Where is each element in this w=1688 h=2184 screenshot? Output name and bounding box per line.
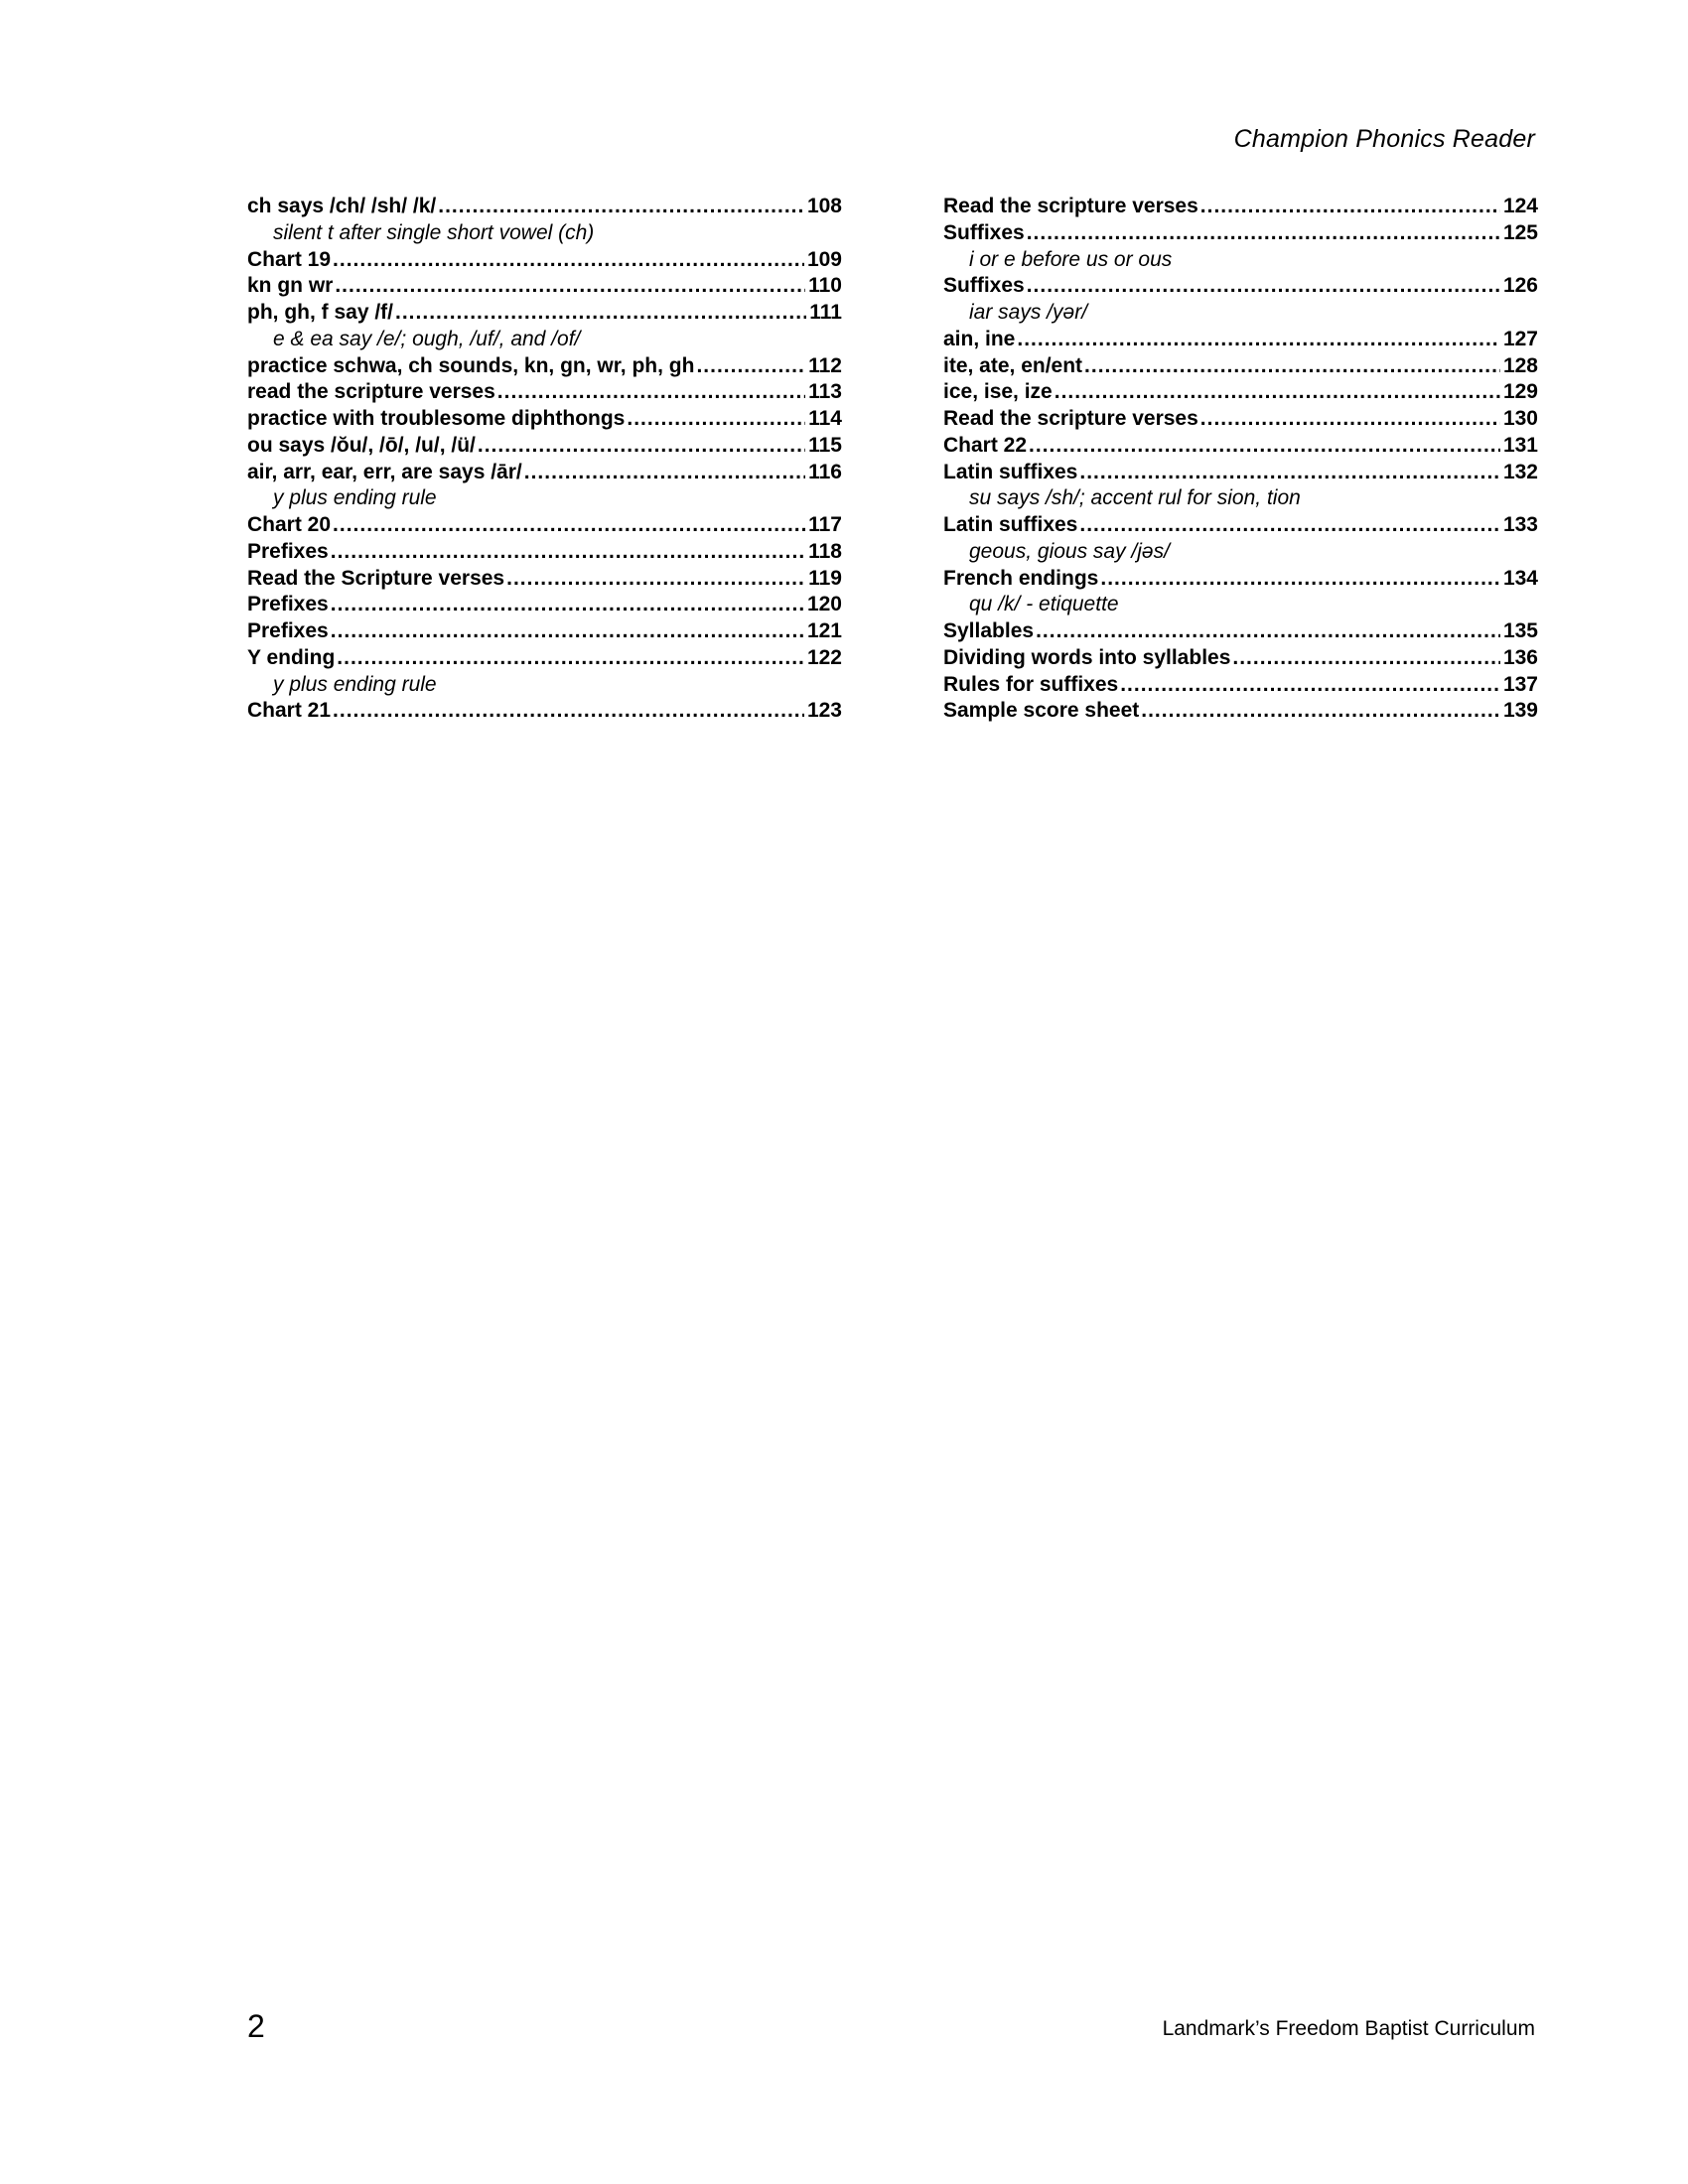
dot-leader: [1084, 353, 1500, 380]
toc-entry-page-number: 122: [806, 645, 842, 669]
toc-entry: [247, 433, 842, 460]
toc-entry: [943, 353, 1538, 380]
toc-entry-title: Y ending: [247, 645, 336, 669]
toc-entry: [943, 645, 1538, 672]
dot-leader: [1100, 566, 1500, 593]
toc-entry-title: French endings: [943, 566, 1099, 590]
toc-entry: [247, 273, 842, 300]
toc-entry-title: ph, gh, f say /f/: [247, 301, 394, 324]
toc-entry-title: Suffixes: [943, 274, 1025, 298]
toc-entry: [943, 379, 1538, 406]
toc-entry-title: Read the scripture verses: [943, 195, 1198, 217]
toc-entry: [247, 512, 842, 539]
toc-left-column: [247, 194, 842, 725]
toc-entry-title: Latin suffixes: [943, 513, 1078, 536]
toc-entry-page-number: 135: [1502, 619, 1538, 642]
toc-entry-title: ou says /ŏu/, /ō/, /u/, /ü/: [247, 433, 476, 457]
dot-leader: [1200, 406, 1500, 433]
toc-entry-title: Read the Scripture verses: [247, 566, 505, 590]
dot-leader: [333, 247, 804, 274]
toc-entry-title: Prefixes: [247, 619, 329, 642]
toc-entry: [247, 592, 842, 618]
toc-note: qu /k/ - etiquette: [969, 593, 1119, 616]
dot-leader: [696, 353, 805, 380]
toc-entry: [943, 194, 1538, 220]
dot-leader: [331, 592, 804, 618]
toc-entry-page-number: 137: [1502, 672, 1538, 696]
dot-leader: [1017, 327, 1500, 353]
page-number: 2: [247, 2008, 265, 2044]
toc-entry-title: Syllables: [943, 619, 1035, 642]
toc-entry: [247, 698, 842, 725]
toc-entry-title: ch says /ch/ /sh/ /k/: [247, 195, 437, 217]
toc-entry-page-number: 109: [806, 247, 842, 271]
toc-entry-title: practice schwa, ch sounds, kn, gn, wr, ph, gh: [247, 353, 695, 377]
toc-entry-page-number: 116: [808, 460, 842, 483]
toc-entry-page-number: 111: [809, 301, 842, 324]
toc-entry: [943, 327, 1538, 353]
toc-entry-title: Rules for suffixes: [943, 672, 1119, 696]
toc-entry-title: Chart 22: [943, 433, 1028, 457]
toc-entry-title: Suffixes: [943, 220, 1025, 244]
dot-leader: [333, 698, 804, 725]
toc-note: iar says /yər/: [969, 301, 1088, 324]
toc-entry: [247, 300, 842, 327]
toc-entry-page-number: 136: [1502, 645, 1538, 669]
dot-leader: [506, 566, 805, 593]
dot-leader: [395, 300, 806, 327]
toc-entry: [247, 353, 842, 380]
toc-entry-title: air, arr, ear, err, are says /ār/: [247, 460, 522, 483]
toc-entry-title: practice with troublesome diphthongs: [247, 407, 626, 430]
toc-entry-page-number: 129: [1502, 380, 1538, 404]
toc-entry: [943, 406, 1538, 433]
toc-entry-page-number: 126: [1502, 274, 1538, 298]
toc-entry: [247, 539, 842, 566]
dot-leader: [627, 406, 805, 433]
toc-entry-page-number: 117: [808, 513, 842, 536]
toc-entry-page-number: 119: [808, 566, 842, 590]
toc-entry-page-number: 123: [806, 699, 842, 723]
dot-leader: [1079, 460, 1500, 486]
toc-entry-page-number: 134: [1502, 566, 1538, 590]
toc-entry-title: Sample score sheet: [943, 699, 1140, 723]
toc-entry-page-number: 115: [808, 433, 842, 457]
toc-entry-title: Chart 21: [247, 699, 332, 723]
dot-leader: [1029, 433, 1500, 460]
dot-leader: [333, 512, 805, 539]
toc-note: i or e before us or ous: [969, 247, 1173, 271]
toc-entry: [943, 433, 1538, 460]
dot-leader: [1027, 220, 1500, 247]
dot-leader: [337, 645, 804, 672]
dot-leader: [335, 273, 805, 300]
toc-note: y plus ending rule: [273, 486, 437, 510]
toc-entry-page-number: 139: [1502, 699, 1538, 723]
dot-leader: [1079, 512, 1500, 539]
dot-leader: [1141, 698, 1500, 725]
toc-entry: [247, 379, 842, 406]
toc-entry-title: kn gn wr: [247, 274, 334, 298]
dot-leader: [478, 433, 805, 460]
toc-entry-page-number: 108: [806, 195, 842, 217]
toc-entry-page-number: 110: [808, 274, 842, 298]
toc-note: geous, gious say /jəs/: [969, 539, 1170, 563]
toc-entry-page-number: 112: [808, 353, 842, 377]
toc-entry-page-number: 118: [808, 539, 842, 563]
dot-leader: [1027, 273, 1500, 300]
toc-entry: [943, 273, 1538, 300]
dot-leader: [438, 194, 804, 220]
toc-note: su says /sh/; accent rul for sion, tion: [969, 486, 1301, 510]
footer-publisher: Landmark’s Freedom Baptist Curriculum: [1162, 2017, 1535, 2040]
toc-note: y plus ending rule: [273, 672, 437, 696]
toc-entry-page-number: 114: [808, 407, 842, 430]
toc-entry-page-number: 120: [806, 593, 842, 616]
dot-leader: [1232, 645, 1500, 672]
toc-entry: [943, 618, 1538, 645]
toc-entry-page-number: 121: [806, 619, 842, 642]
toc-entry-title: Chart 20: [247, 513, 332, 536]
toc-entry-page-number: 113: [808, 380, 842, 404]
toc-entry: [943, 220, 1538, 247]
toc-entry-page-number: 130: [1502, 407, 1538, 430]
toc-entry-title: Dividing words into syllables: [943, 645, 1231, 669]
toc-entry-title: Latin suffixes: [943, 460, 1078, 483]
dot-leader: [1200, 194, 1500, 220]
toc-entry: [247, 566, 842, 593]
toc-entry-title: ite, ate, en/ent: [943, 353, 1083, 377]
dot-leader: [331, 618, 804, 645]
toc-entry-title: Chart 19: [247, 247, 332, 271]
toc-entry: [247, 618, 842, 645]
running-header-book-title: Champion Phonics Reader: [1233, 125, 1535, 153]
toc-note: silent t after single short vowel (ch): [273, 220, 595, 244]
toc-entry-page-number: 124: [1502, 195, 1538, 217]
toc-entry: [943, 512, 1538, 539]
toc-entry-page-number: 125: [1502, 220, 1538, 244]
toc-entry: [943, 566, 1538, 593]
toc-entry: [247, 460, 842, 486]
toc-entry-page-number: 128: [1502, 353, 1538, 377]
dot-leader: [524, 460, 805, 486]
toc-entry-title: Prefixes: [247, 593, 329, 616]
toc-entry-title: ain, ine: [943, 327, 1016, 350]
toc-entry: [247, 247, 842, 274]
toc-entry: [943, 698, 1538, 725]
toc-right-column: [943, 194, 1538, 725]
dot-leader: [1036, 618, 1500, 645]
toc-entry-page-number: 127: [1502, 327, 1538, 350]
dot-leader: [497, 379, 805, 406]
toc-entry-title: Read the scripture verses: [943, 407, 1198, 430]
toc-entry: [943, 672, 1538, 699]
toc-entry: [247, 645, 842, 672]
toc-note: e & ea say /e/; ough, /uf/, and /of/: [273, 327, 581, 350]
toc-entry-title: ice, ise, ize: [943, 380, 1053, 404]
toc-entry-page-number: 133: [1502, 513, 1538, 536]
toc-entry: [247, 194, 842, 220]
toc-entry-title: read the scripture verses: [247, 380, 495, 404]
dot-leader: [1120, 672, 1500, 699]
toc-entry-title: Prefixes: [247, 539, 329, 563]
toc-entry-page-number: 131: [1502, 433, 1538, 457]
toc-entry: [247, 406, 842, 433]
toc-entry-page-number: 132: [1502, 460, 1538, 483]
toc-entry: [943, 460, 1538, 486]
dot-leader: [331, 539, 805, 566]
dot-leader: [1055, 379, 1500, 406]
